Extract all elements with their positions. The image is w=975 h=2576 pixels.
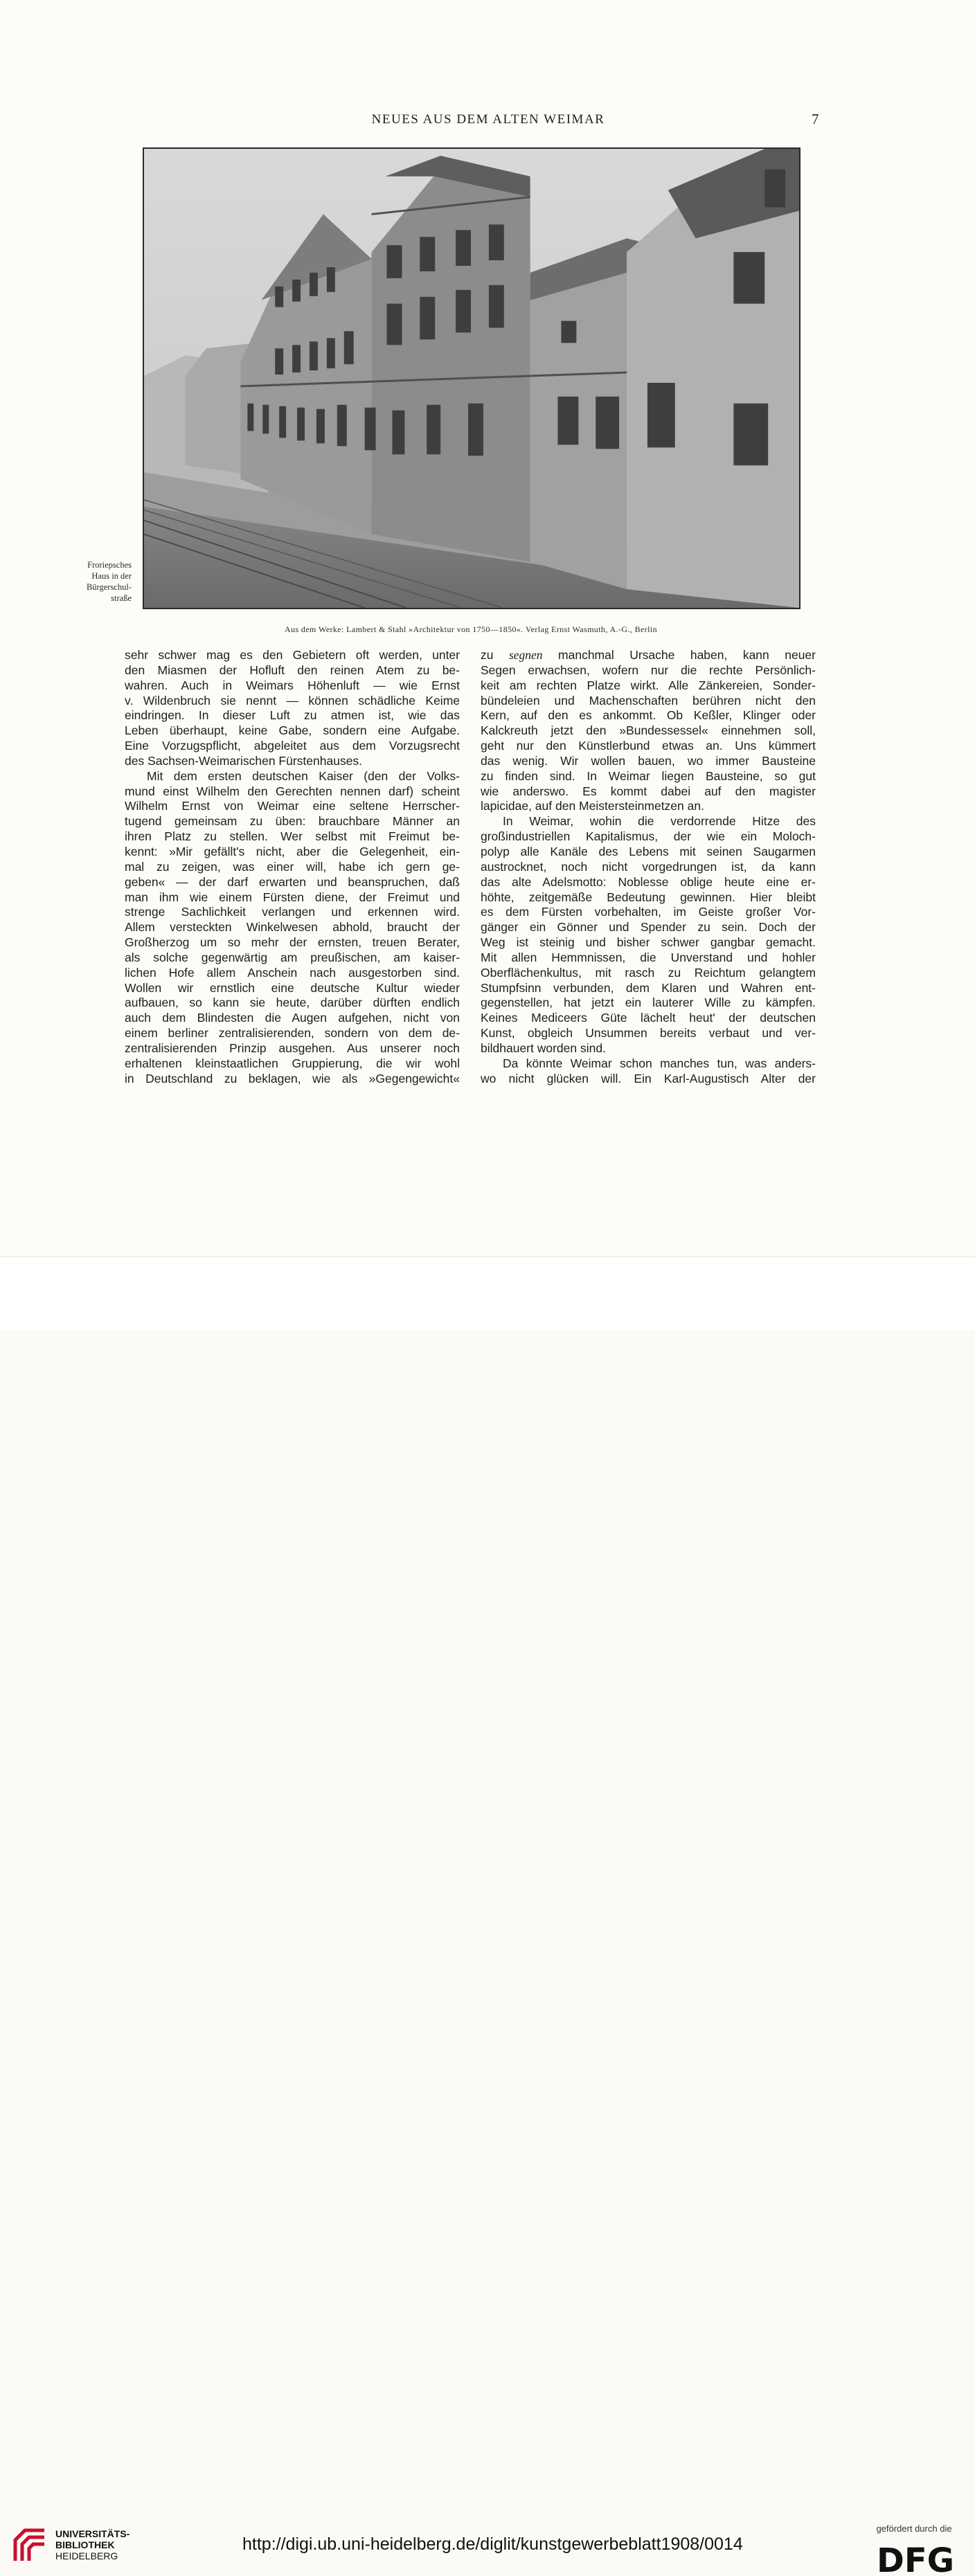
text-line: geben« — der darf erwarten und beanspruchen, daß [125,874,460,889]
emphasis-word: segnen [508,648,543,662]
text-line: man ihm wie einem Fürsten diene, der Freimut und [125,890,460,904]
text-line: Keines Mediceers Güte lächelt heut' der deutschen [481,1011,816,1025]
text-line: des Sachsen-Weimarischen Fürstenhauses. [125,753,363,768]
library-name-line: UNIVERSITÄTS- [55,2528,130,2539]
text-line: lapicidae, auf den Meistersteinmetzen an. [481,799,704,813]
library-name-line: HEIDELBERG [55,2550,118,2561]
text-line: Segen erwachsen, wofern nur die rechte Persönlich- [481,663,816,677]
text-line: eindringen. In dieser Luft zu atmen ist, wie das [125,708,460,723]
text-line: Wilhelm Ernst von Weimar eine seltene Herrscher- [125,799,460,813]
text-line: Leben überhaupt, keine Gabe, sondern eine Aufgabe. [125,723,460,738]
caption-line: Froriepsches [87,560,132,570]
text-line: erhaltenen kleinstaatlichen Gruppierung, die wir wohl [125,1056,460,1070]
text-line: wo nicht glücken will. Ein Karl-Augustisch Alter der [481,1071,816,1086]
text-line: tugend gemeinsam zu üben: brauchbare Männer an [125,814,460,829]
university-library-logo-icon[interactable] [10,2525,50,2565]
text-line: Allem versteckten Winkelwesen abhold, braucht der [125,920,460,935]
caption-line: Bürgerschul- [86,582,132,592]
text-line: Oberflächenkultus, mit rasch zu Reichtum gelangtem [481,965,816,980]
text-line: einem berliner zentralisierenden, sondern von dem de- [125,1026,460,1041]
text-line: Kalckreuth jetzt den »Bundessessel« einnehmen soll, [481,723,816,738]
text-line [481,648,816,663]
text-line: keit am rechten Platze wirkt. Alle Zänkereien, Sonder- [481,678,816,692]
text-line: Kern, auf den es ankommt. Ob Keßler, Klinger oder [481,708,816,723]
text-line: Großherzog um so mehr der ernsten, treuen Berater, [125,935,460,950]
figure-side-caption [55,559,132,604]
scanned-page [0,0,975,1257]
text-line: In Weimar, wohin die verdorrende Hitze des [503,814,816,829]
text-line: in Deutschland zu beklagen, wie als »Gegengewicht« [125,1071,460,1086]
figure-credit: Aus dem Werke: Lambert & Stahl »Architektur von 1750—1850«. Verlag Ernst Wasmuth, A.-G., Berlin [285,624,657,634]
dfg-logo-icon[interactable] [867,2541,964,2576]
text-line: den Miasmen der Hofluft den reinen Atem zu be- [125,663,460,677]
caption-line: Haus in der [91,571,132,581]
running-head: NEUES AUS DEM ALTEN WEIMAR [371,112,605,127]
text-line: wahren. Auch in Weimars Höhenluft — wie Ernst [125,678,460,692]
text-line: bildhauert worden sind. [481,1041,606,1055]
caption-line: straße [111,593,132,603]
text-line: Mit dem ersten deutschen Kaiser (den der Volks- [147,768,460,783]
text-line: zentralisierenden Prinzip ausgehen. Aus unserer noch [125,1041,460,1055]
text-column-right [481,648,816,1086]
text-line: das alte Adelsmotto: Noblesse oblige heute eine er- [481,874,816,889]
text-line: Kunst, obgleich Unsummen bereits verbaut und ver- [481,1026,816,1041]
funding-note: gefördert durch die [876,2523,952,2534]
text-line: Wollen wir ernstlich eine deutsche Kultur wieder [125,980,460,995]
text-line: es dem Fürsten vorbehalten, im Geiste großer Vor- [481,905,816,919]
dfg-logo-text: DFG [876,2541,955,2576]
text-column-left [125,648,460,1086]
permalink[interactable]: http://digi.ub.uni-heidelberg.de/diglit/kunstgewerbeblatt1908/0014 [242,2534,743,2554]
text-line: ihren Platz zu stellen. Wer selbst mit Freimut be- [125,829,460,844]
library-name-line: BIBLIOTHEK [55,2539,115,2550]
photo-plate [143,147,800,609]
text-line: großindustriellen Kapitalismus, der wie ein Moloch- [481,829,816,844]
text-line: gegenstellen, hat jetzt ein lauterer Wille zu kämpfen. [481,996,816,1010]
text-line: aufbauen, so kann sie heute, darüber dürften endlich [125,996,460,1010]
text-line: lichen Hofe allem Anschein nach ausgestorben sind. [125,965,460,980]
text-line: mal zu zeigen, was einer will, habe ich gern ge- [125,859,460,874]
text-line: geht nur den Künstlerbund etwas an. Uns kümmert [481,739,816,753]
text-line: auch dem Blindesten die Augen aufgehen, nicht von [125,1011,460,1025]
text-line: austrocknet, noch nicht vorgedrungen ist, da kann [481,859,816,874]
text-line: gänger ein Gönner und Spender zu sein. Doch der [481,920,816,935]
text-fragment: zu [481,648,494,662]
text-line: Mit allen Hemmnissen, die Unverstand und hohler [481,950,816,964]
text-line: das wenig. Wir wollen bauen, wo immer Bausteine [481,753,816,768]
text-line: mund einst Wilhelm den Gerechten nennen darf) scheint [125,784,460,798]
text-line: höhte, zeitgemäße Bedeutung gewinnen. Hier bleibt [481,890,816,904]
viewer-footer [0,1257,975,2576]
building-photograph [144,149,799,608]
text-line: Da könnte Weimar schon manches tun, was anders- [503,1056,816,1070]
logo-mark [15,2530,44,2561]
text-line: sehr schwer mag es den Gebietern oft werden, unter [125,648,460,662]
text-line: polyp alle Kanäle des Lebens mit seinen Saugarmen [481,844,816,858]
text-line: Eine Vorzugspflicht, abgeleitet aus dem Vorzugsrecht [125,739,460,753]
text-line: als solche gegenwärtig am preußischen, am kaiser- [125,950,460,964]
text-line: Stumpfsinn verbunden, dem Klaren und Wahren ent- [481,980,816,995]
library-name [55,2528,129,2561]
text-line: strenge Sachlichkeit verlangen und erkennen wird. [125,905,460,919]
text-line: Weg ist steinig und bisher schwer gangbar gemacht. [481,935,816,950]
text-line: bündeleien und Machenschaften berühren nicht den [481,693,816,708]
text-fragment: manchmal Ursache haben, kann neuer [558,648,816,662]
text-line: zu finden sind. In Weimar liegen Bausteine, so gut [481,768,816,783]
text-line: kennt: »Mir gefällt's nicht, aber die Gelegenheit, ein- [125,844,460,858]
text-line: v. Wildenbruch sie nennt — können schädliche Keime [125,693,460,708]
text-line: wie anderswo. Es kommt dabei auf den magister [481,784,816,798]
page-number: 7 [812,111,819,127]
